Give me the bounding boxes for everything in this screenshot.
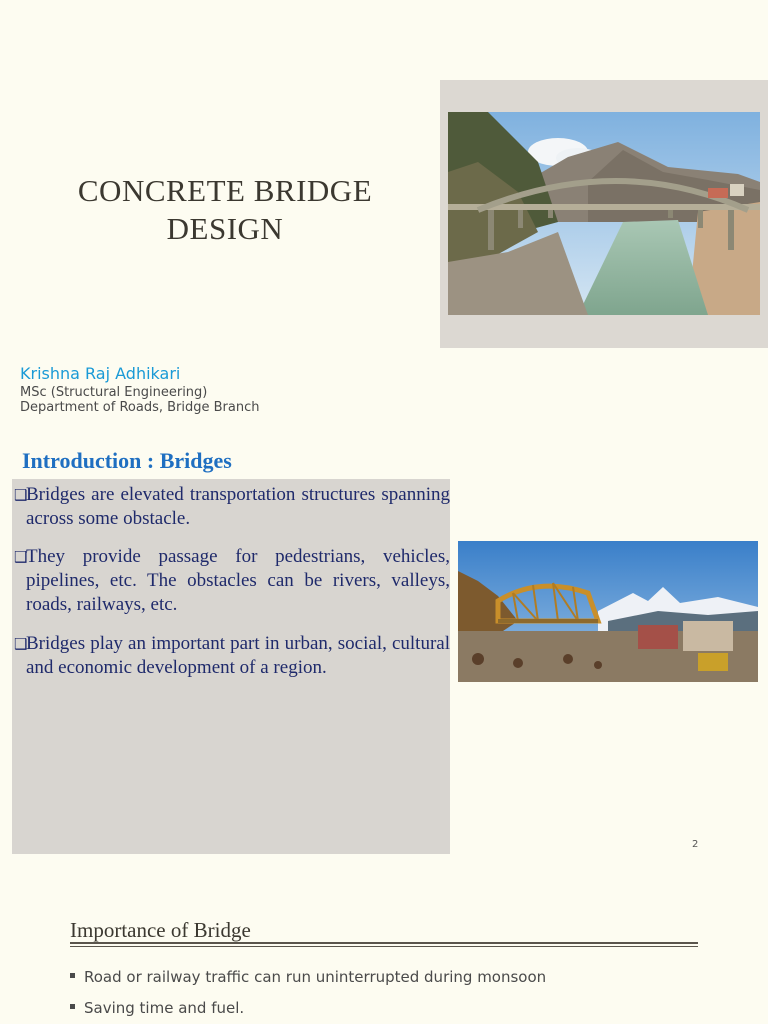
bullet-item bbox=[12, 545, 450, 617]
presentation-title bbox=[40, 172, 410, 248]
bullet-item bbox=[12, 632, 450, 680]
square-bullet-icon bbox=[70, 973, 75, 978]
bullet-text: Bridges play an important part in urban, social, cultural and economic development of a region. bbox=[26, 633, 450, 678]
page-number: 2 bbox=[692, 839, 699, 850]
list-item-text: Road or railway traffic can run uninterrupted during monsoon bbox=[84, 968, 547, 986]
heading-underline bbox=[70, 946, 698, 947]
truss-bridge-mountain-photo bbox=[458, 541, 758, 682]
author-department: Department of Roads, Bridge Branch bbox=[20, 400, 260, 415]
square-bullet-icon bbox=[70, 1004, 75, 1009]
bullet-text: Bridges are elevated transportation structures spanning across some obstacle. bbox=[26, 484, 450, 529]
list-item-text: Saving time and fuel. bbox=[84, 999, 245, 1017]
author-name: Krishna Raj Adhikari bbox=[20, 364, 181, 383]
checkbox-bullet-icon: ❑ bbox=[14, 635, 28, 653]
list-item bbox=[70, 968, 546, 986]
bullet-text: They provide passage for pedestrians, vehicles, pipelines, etc. The obstacles can be rivers, valleys, roads, railways, etc. bbox=[26, 546, 450, 615]
importance-heading: Importance of Bridge bbox=[70, 918, 251, 942]
intro-heading: Introduction : Bridges bbox=[22, 448, 232, 473]
title-line-2: DESIGN bbox=[166, 211, 284, 246]
heading-underline bbox=[70, 942, 698, 944]
bullet-item bbox=[12, 483, 450, 531]
arch-bridge-river-photo bbox=[448, 112, 760, 315]
checkbox-bullet-icon: ❑ bbox=[14, 486, 28, 504]
list-item bbox=[70, 999, 244, 1017]
title-line-1: CONCRETE BRIDGE bbox=[77, 173, 373, 208]
checkbox-bullet-icon: ❑ bbox=[14, 548, 28, 566]
author-degree: MSc (Structural Engineering) bbox=[20, 385, 208, 400]
